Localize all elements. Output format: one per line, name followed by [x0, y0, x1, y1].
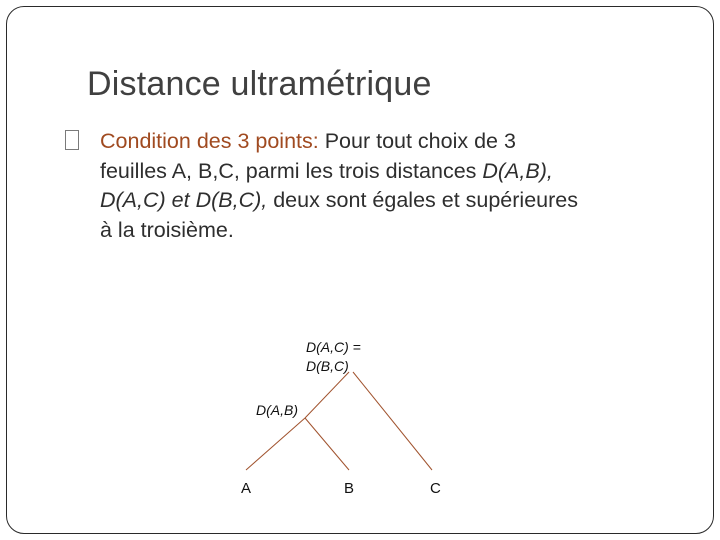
slide-title: Distance ultramétrique [87, 65, 432, 103]
distance-ab: D(A,B), [482, 158, 553, 183]
leaf-c-label: C [430, 480, 441, 497]
edge-root-to-ab [305, 372, 349, 418]
body-line-2-text: feuilles A, B,C, parmi les trois distances [100, 158, 483, 183]
body-line-4: à la troisième. [100, 217, 234, 242]
edge-root-to-c [353, 372, 432, 470]
leaf-a-label: A [241, 480, 252, 497]
ab-node-label: D(A,B) [256, 402, 298, 418]
root-node-label-line2: D(B,C) [306, 358, 349, 374]
distance-ac-bc: D(A,C) et D(B,C), [100, 188, 268, 212]
leaf-b-label: B [344, 480, 355, 497]
root-node-label [306, 338, 361, 376]
condition-label: Condition des 3 points: [100, 129, 319, 153]
edge-ab-to-a [246, 418, 305, 470]
body-line-1-rest: Pour tout choix de 3 [318, 129, 516, 153]
root-node-label-line1: D(A,C) = [306, 339, 361, 355]
edge-ab-to-b [305, 418, 349, 470]
body-line-3-rest: deux sont égales et supérieures [267, 188, 578, 212]
